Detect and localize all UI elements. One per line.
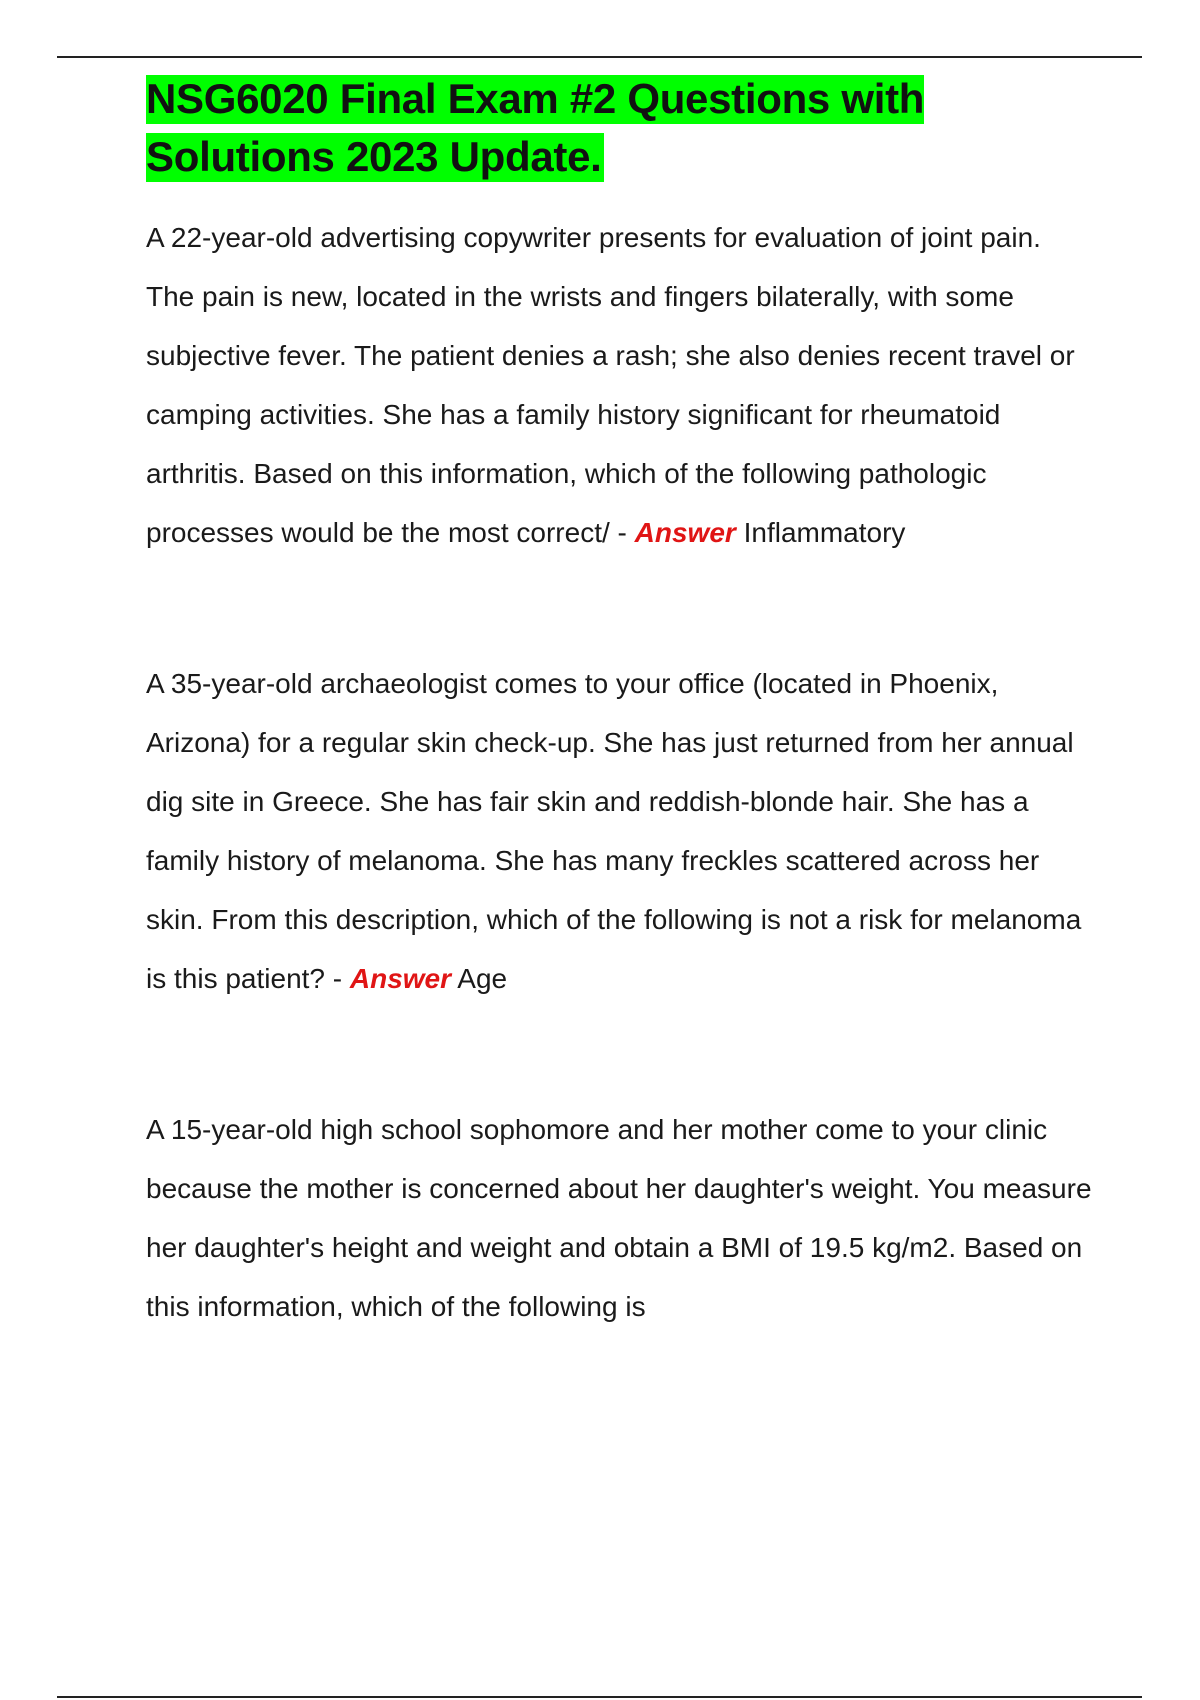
top-rule bbox=[57, 56, 1142, 58]
answer-1: Inflammatory bbox=[743, 517, 906, 548]
answer-2: Age bbox=[457, 963, 508, 994]
question-3 bbox=[146, 1100, 1096, 1336]
answer-label-1: Answer bbox=[634, 517, 736, 548]
question-2 bbox=[146, 654, 1096, 1008]
question-2-text: A 35-year-old archaeologist comes to your office (located in Phoenix, Arizona) for a regular skin check-up. She has just returned from her annual dig site in Greece. She has fair skin and reddish-blonde hair. She has a family history of melanoma. She has many freckles scattered across her skin. From this description, which of the following is not a risk for melanoma is this patient? - bbox=[146, 668, 1082, 994]
bottom-rule bbox=[57, 1696, 1142, 1698]
question-3-text: A 15-year-old high school sophomore and her mother come to your clinic because the mother is concerned about her daughter's weight. You measure her daughter's height and weight and obtain a BMI of 19.5 kg/m2. Based on this information, which of the following is bbox=[146, 1114, 1092, 1322]
document-body bbox=[146, 70, 1096, 1336]
question-1-text: A 22-year-old advertising copywriter presents for evaluation of joint pain. The pain is new, located in the wrists and fingers bilaterally, with some subjective fever. The patient denies a rash; she also denies recent travel or camping activities. She has a family history significant for rheumatoid arthritis. Based on this information, which of the following pathologic processes would be the most correct/ - bbox=[146, 222, 1075, 548]
question-1 bbox=[146, 208, 1096, 562]
document-title bbox=[146, 70, 1096, 186]
title-highlight: NSG6020 Final Exam #2 Questions with Solutions 2023 Update. bbox=[146, 75, 925, 180]
answer-label-2: Answer bbox=[349, 963, 452, 994]
